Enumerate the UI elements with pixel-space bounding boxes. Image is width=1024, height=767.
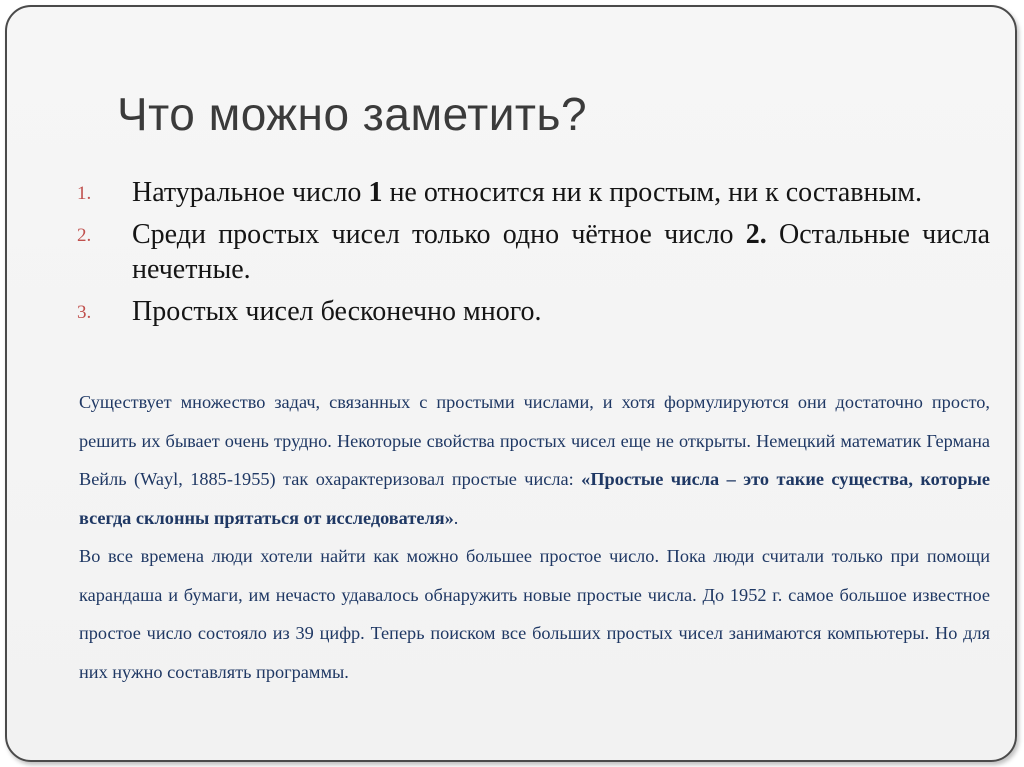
list-item [77, 175, 990, 210]
list-item-number: 2. [77, 225, 92, 246]
observations-list [77, 175, 990, 336]
list-item-text: Среди простых чисел только одно чётное число [132, 219, 746, 250]
list-item-text: Простых чисел бесконечно много. [132, 296, 542, 327]
paragraph-weyl [79, 383, 990, 537]
list-item-text: Остальные числа нечетные. [132, 219, 991, 285]
list-item-text: Натуральное число [132, 177, 369, 208]
list-item [77, 294, 990, 329]
list-item [77, 217, 990, 287]
list-item-text: не относится ни к простым, ни к составным. [382, 177, 923, 208]
paragraph-text: Существует множество задач, связанных с простыми числами, и хотя формулируются они достаточно просто, решить их бывает очень трудно. Некоторые свойства простых чисел еще не открыты. Немецкий математик Германа Вейль (Wayl, 1885-1955) так охарактеризовал простые числа: [79, 392, 990, 489]
body-text [79, 383, 990, 691]
list-item-number: 3. [77, 302, 92, 323]
paragraph-computers: Во все времена люди хотели найти как можно большее простое число. Пока люди считали только при помощи карандаша и бумаги, им нечасто удавалось обнаружить новые простые числа. До 1952 г. самое большое известное простое число состояло из 39 цифр. Теперь поиском все больших простых чисел занимаются компьютеры. Но для них нужно составлять программы. [79, 546, 990, 682]
weyl-quote: «Простые числа – это такие существа, которые всегда склонны прятаться от исследователя» [79, 469, 990, 528]
paragraph-end: . [453, 507, 459, 528]
slide-frame [5, 5, 1017, 762]
list-item-number: 1. [77, 183, 92, 204]
slide-title: Что можно заметить? [117, 88, 588, 140]
list-item-bold: 2. [745, 219, 767, 250]
list-item-bold: 1 [368, 177, 383, 208]
